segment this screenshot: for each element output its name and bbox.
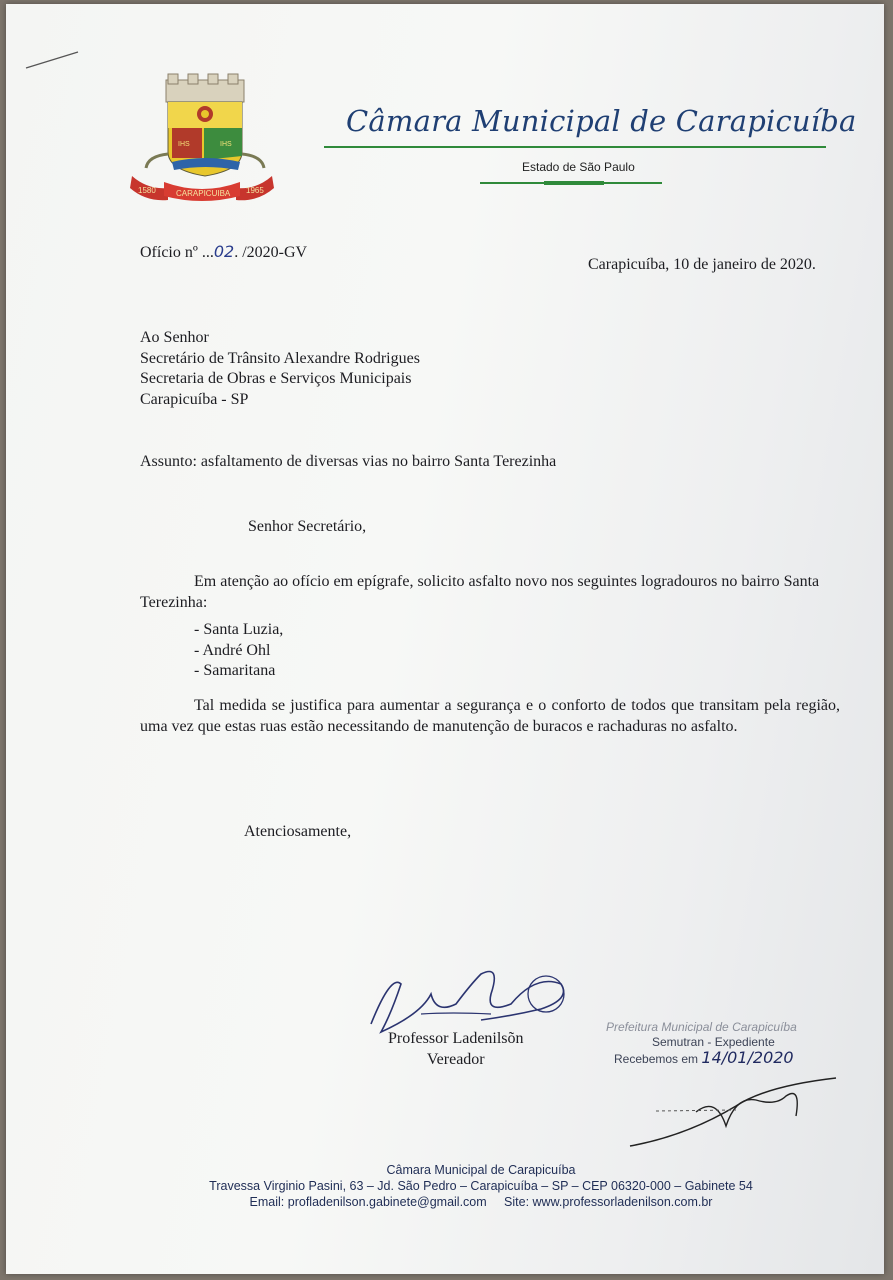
- letter-date: Carapicuíba, 10 de janeiro de 2020.: [588, 256, 816, 273]
- list-item: - André Ohl: [194, 641, 271, 659]
- closing: Atenciosamente,: [244, 823, 352, 840]
- oficio-suffix: . /2020-GV: [234, 244, 308, 261]
- banner-year-left: 1580: [138, 186, 156, 195]
- street-list: [194, 620, 283, 682]
- salutation: Senhor Secretário,: [248, 518, 367, 535]
- recipient-address: [140, 328, 420, 410]
- oficio-number: 02: [213, 242, 235, 261]
- address-line: Ao Senhor: [140, 329, 209, 346]
- stamp-line-1: Prefeitura Municipal de Carapicuíba: [606, 1020, 797, 1034]
- shield-label-right: IHS: [220, 141, 232, 148]
- signer-block: [388, 1028, 524, 1070]
- signer-role: Vereador: [426, 1051, 485, 1068]
- title-underline: [324, 146, 826, 148]
- shield-label-left: IHS: [178, 141, 190, 148]
- footer: [156, 1162, 806, 1210]
- state-subtitle: Estado de São Paulo: [522, 160, 635, 174]
- address-line: Secretário de Trânsito Alexandre Rodrigues: [140, 349, 420, 367]
- body-paragraph-1: [140, 572, 840, 613]
- list-item: - Samaritana: [194, 662, 276, 679]
- paragraph-text: Em atenção ao ofício em epígrafe, solicito asfalto novo nos seguintes logradouros no bairro Santa Terezinha:: [140, 573, 820, 611]
- oficio-prefix: Ofício nº ...: [140, 244, 214, 261]
- receipt-rubric-icon: [626, 1066, 846, 1156]
- stamp-line-3: [602, 1050, 852, 1067]
- letter-page: [6, 4, 884, 1274]
- banner-text: CARAPICUIBA: [176, 189, 231, 198]
- footer-institution: Câmara Municipal de Carapicuíba: [386, 1163, 576, 1177]
- address-line: Secretaria de Obras e Serviços Municipais: [140, 370, 412, 387]
- body-paragraph-2: [140, 696, 840, 737]
- oficio-reference: [140, 242, 307, 262]
- paragraph-text: Tal medida se justifica para aumentar a segurança e o conforto de todos que transitam pela região, uma vez que estas ruas estão necessitando de manutenção de buracos e rachaduras no asfalto.: [140, 697, 840, 735]
- stamp-received-date: 14/01/2020: [701, 1048, 794, 1067]
- list-item: - Santa Luzia,: [194, 621, 284, 638]
- stamp-line-2: Semutran - Expediente: [652, 1035, 775, 1049]
- signer-name: Professor Ladenilsõn: [388, 1030, 524, 1047]
- institution-title: Câmara Municipal de Carapicuíba: [346, 104, 857, 138]
- coat-of-arms-icon: [128, 72, 276, 204]
- address-line: Carapicuíba - SP: [140, 390, 249, 408]
- receipt-stamp: [602, 1020, 852, 1067]
- footer-contact: Email: profladenilson.gabinete@gmail.com Site: www.professorladenilson.com.br: [249, 1195, 713, 1209]
- banner-year-right: 1965: [246, 186, 264, 195]
- stamp-received-label: Recebemos em: [614, 1052, 699, 1066]
- letter-subject: Assunto: asfaltamento de diversas vias no bairro Santa Terezinha: [140, 453, 557, 470]
- footer-address: Travessa Virginio Pasini, 63 – Jd. São Pedro – Carapicuíba – SP – CEP 06320-000 – Gabinete 54: [209, 1179, 753, 1193]
- pencil-mark-icon: [24, 48, 84, 72]
- subtitle-underline-accent: [544, 181, 604, 185]
